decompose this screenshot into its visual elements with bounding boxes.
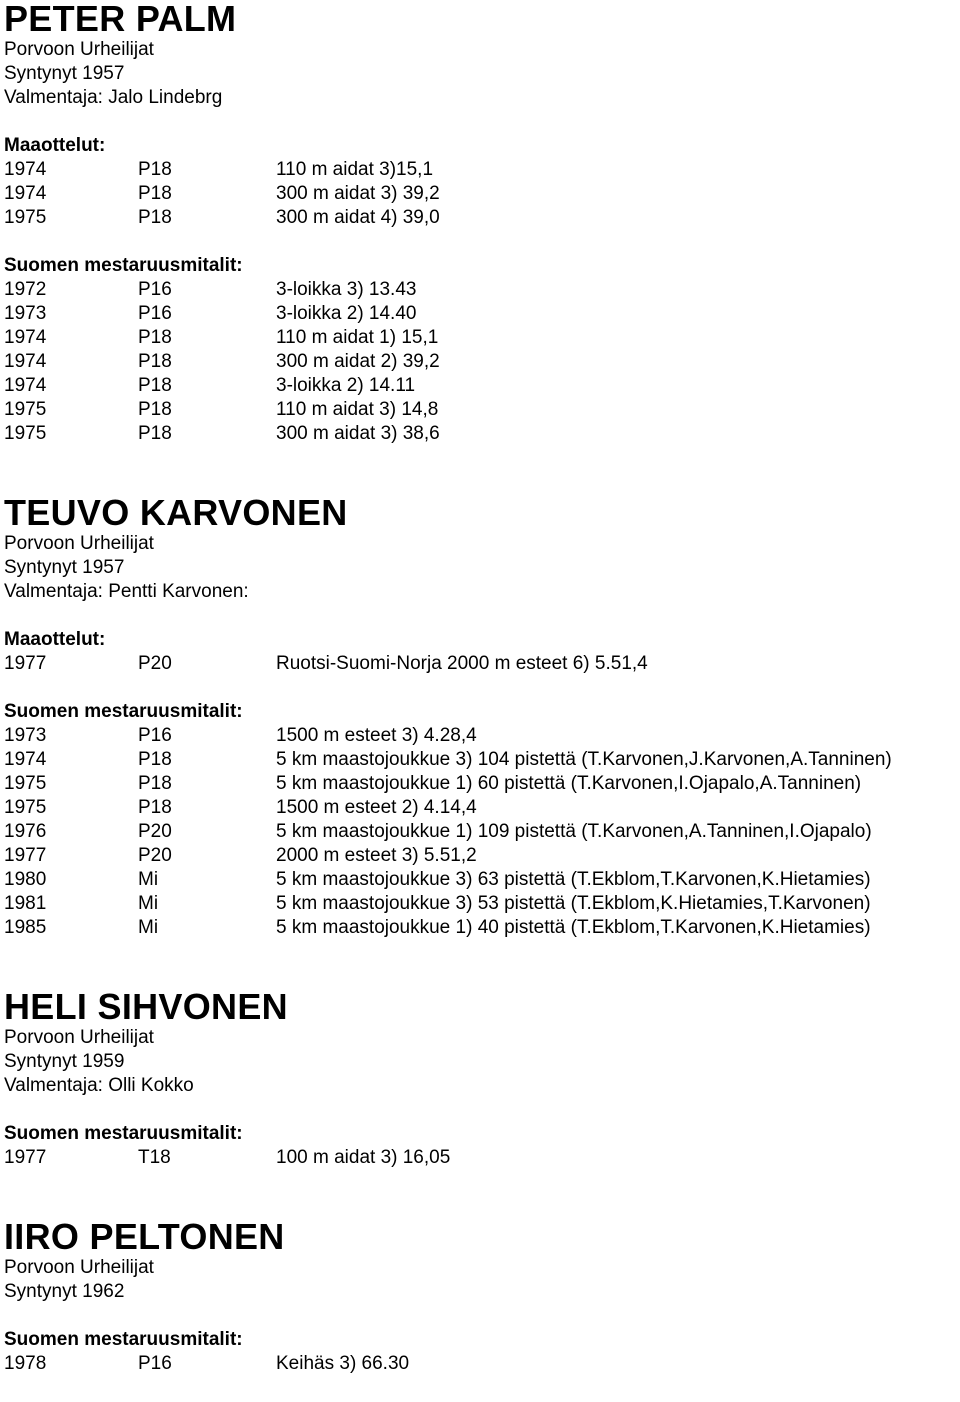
- result-class: P16: [138, 303, 172, 324]
- section-title-sm-mitalit: Suomen mestaruusmitalit:: [4, 1123, 243, 1144]
- result-row: [4, 796, 960, 820]
- result-year: 1974: [4, 749, 47, 770]
- section-title-sm-mitalit: Suomen mestaruusmitalit:: [4, 1329, 243, 1350]
- athlete-name: HELI SIHVONEN: [4, 986, 288, 1027]
- result-year: 1981: [4, 893, 47, 914]
- result-year: 1973: [4, 725, 47, 746]
- spacer: [4, 1170, 960, 1218]
- result-year: 1975: [4, 207, 47, 228]
- athlete-peter-palm: [4, 0, 960, 446]
- result-row: [4, 1352, 960, 1376]
- result-text: 5 km maastojoukkue 3) 63 pistettä (T.Ekblom,T.Karvonen,K.Hietamies): [276, 869, 871, 890]
- section-title-sm-mitalit: Suomen mestaruusmitalit:: [4, 255, 243, 276]
- result-class: P20: [138, 653, 172, 674]
- result-year: 1973: [4, 303, 47, 324]
- section-title-maaottelut: Maaottelut:: [4, 135, 106, 156]
- result-class: P16: [138, 725, 172, 746]
- result-year: 1974: [4, 183, 47, 204]
- athlete-name: IIRO PELTONEN: [4, 1216, 285, 1257]
- result-text: Ruotsi-Suomi-Norja 2000 m esteet 6) 5.51,4: [276, 653, 648, 674]
- result-text: 3-loikka 3) 13.43: [276, 279, 417, 300]
- result-class: P16: [138, 279, 172, 300]
- section-title-maaottelut: Maaottelut:: [4, 629, 106, 650]
- result-class: P18: [138, 749, 172, 770]
- result-text: 2000 m esteet 3) 5.51,2: [276, 845, 477, 866]
- result-class: P20: [138, 845, 172, 866]
- result-text: 300 m aidat 3) 39,2: [276, 183, 440, 204]
- result-text: 5 km maastojoukkue 1) 109 pistettä (T.Karvonen,A.Tanninen,I.Ojapalo): [276, 821, 872, 842]
- result-text: 5 km maastojoukkue 3) 53 pistettä (T.Ekblom,K.Hietamies,T.Karvonen): [276, 893, 871, 914]
- result-year: 1978: [4, 1353, 47, 1374]
- result-year: 1975: [4, 797, 47, 818]
- result-row: [4, 916, 960, 940]
- athlete-name: TEUVO KARVONEN: [4, 492, 348, 533]
- result-text: 3-loikka 2) 14.40: [276, 303, 417, 324]
- athlete-born: Syntynyt 1957: [4, 63, 125, 84]
- result-text: 5 km maastojoukkue 1) 60 pistettä (T.Karvonen,I.Ojapalo,A.Tanninen): [276, 773, 862, 794]
- result-year: 1975: [4, 773, 47, 794]
- result-text: 100 m aidat 3) 16,05: [276, 1147, 451, 1168]
- result-row: [4, 398, 960, 422]
- result-class: P18: [138, 399, 172, 420]
- athlete-born: Syntynyt 1957: [4, 557, 125, 578]
- result-year: 1977: [4, 845, 47, 866]
- athlete-club: Porvoon Urheilijat: [4, 39, 154, 60]
- result-year: 1976: [4, 821, 47, 842]
- athlete-coach: Valmentaja: Jalo Lindebrg: [4, 87, 223, 108]
- result-class: P20: [138, 821, 172, 842]
- result-class: T18: [138, 1147, 171, 1168]
- result-class: Mi: [138, 917, 159, 938]
- result-row: [4, 326, 960, 350]
- result-text: 5 km maastojoukkue 1) 40 pistettä (T.Ekblom,T.Karvonen,K.Hietamies): [276, 917, 871, 938]
- result-row: [4, 158, 960, 182]
- result-row: [4, 652, 960, 676]
- result-text: Keihäs 3) 66.30: [276, 1353, 410, 1374]
- result-year: 1977: [4, 653, 47, 674]
- athlete-iiro-peltonen: [4, 1218, 960, 1376]
- result-year: 1977: [4, 1147, 47, 1168]
- result-year: 1974: [4, 159, 47, 180]
- result-row: [4, 302, 960, 326]
- result-year: 1975: [4, 423, 47, 444]
- athlete-club: Porvoon Urheilijat: [4, 1257, 154, 1278]
- result-class: P18: [138, 159, 172, 180]
- result-year: 1974: [4, 351, 47, 372]
- result-text: 110 m aidat 3) 14,8: [276, 399, 439, 420]
- result-year: 1975: [4, 399, 47, 420]
- athlete-born: Syntynyt 1959: [4, 1051, 125, 1072]
- result-row: [4, 748, 960, 772]
- athlete-born: Syntynyt 1962: [4, 1281, 125, 1302]
- result-row: [4, 892, 960, 916]
- result-year: 1972: [4, 279, 47, 300]
- result-text: 5 km maastojoukkue 3) 104 pistettä (T.Karvonen,J.Karvonen,A.Tanninen): [276, 749, 892, 770]
- spacer: [4, 446, 960, 494]
- athlete-heli-sihvonen: [4, 988, 960, 1170]
- result-class: P18: [138, 183, 172, 204]
- result-text: 1500 m esteet 3) 4.28,4: [276, 725, 477, 746]
- result-row: [4, 820, 960, 844]
- athlete-coach: Valmentaja: Olli Kokko: [4, 1075, 194, 1096]
- result-row: [4, 724, 960, 748]
- result-class: P18: [138, 773, 172, 794]
- result-text: 300 m aidat 3) 38,6: [276, 423, 440, 444]
- section-title-sm-mitalit: Suomen mestaruusmitalit:: [4, 701, 243, 722]
- result-class: P18: [138, 423, 172, 444]
- result-text: 3-loikka 2) 14.11: [276, 375, 416, 396]
- result-class: Mi: [138, 893, 159, 914]
- result-row: [4, 772, 960, 796]
- result-row: [4, 422, 960, 446]
- athlete-club: Porvoon Urheilijat: [4, 533, 154, 554]
- result-row: [4, 374, 960, 398]
- result-year: 1980: [4, 869, 47, 890]
- result-class: P18: [138, 797, 172, 818]
- result-class: Mi: [138, 869, 159, 890]
- result-row: [4, 844, 960, 868]
- result-text: 110 m aidat 3)15,1: [276, 159, 434, 180]
- result-year: 1985: [4, 917, 47, 938]
- result-row: [4, 206, 960, 230]
- result-row: [4, 278, 960, 302]
- spacer: [4, 940, 960, 988]
- result-class: P18: [138, 207, 172, 228]
- result-row: [4, 350, 960, 374]
- result-class: P18: [138, 351, 172, 372]
- result-text: 300 m aidat 4) 39,0: [276, 207, 440, 228]
- result-row: [4, 868, 960, 892]
- result-class: P18: [138, 375, 172, 396]
- result-text: 300 m aidat 2) 39,2: [276, 351, 440, 372]
- athlete-teuvo-karvonen: [4, 494, 960, 940]
- result-text: 110 m aidat 1) 15,1: [276, 327, 439, 348]
- result-year: 1974: [4, 327, 47, 348]
- result-year: 1974: [4, 375, 47, 396]
- athlete-club: Porvoon Urheilijat: [4, 1027, 154, 1048]
- result-text: 1500 m esteet 2) 4.14,4: [276, 797, 477, 818]
- athlete-coach: Valmentaja: Pentti Karvonen:: [4, 581, 249, 602]
- result-class: P16: [138, 1353, 172, 1374]
- result-row: [4, 182, 960, 206]
- result-class: P18: [138, 327, 172, 348]
- athlete-name: PETER PALM: [4, 0, 237, 39]
- result-row: [4, 1146, 960, 1170]
